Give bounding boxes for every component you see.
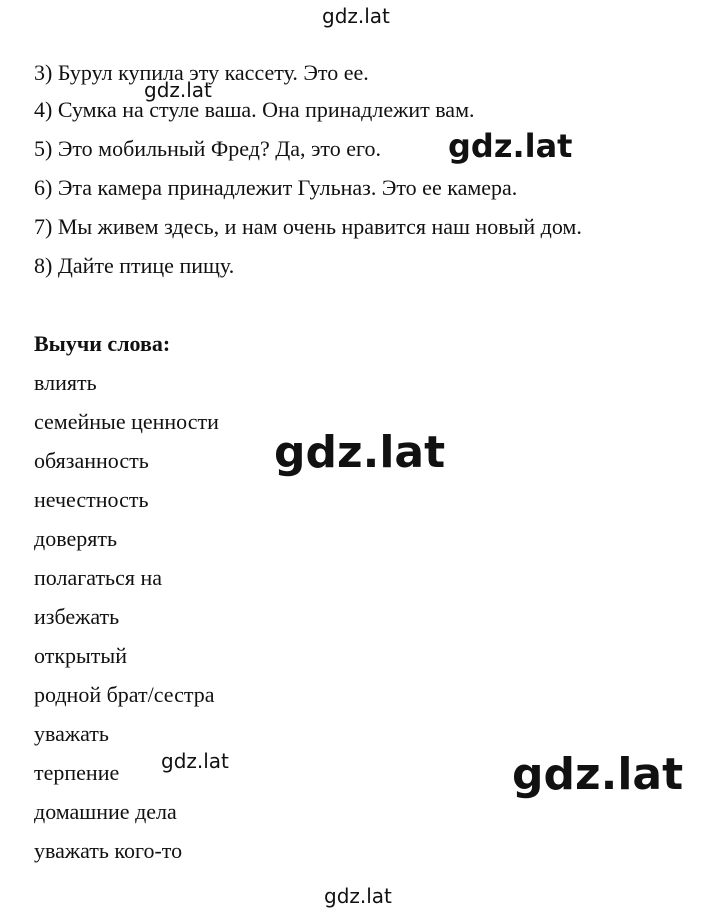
vocab-word: нечестность [34,487,149,512]
vocab-word: доверять [34,526,117,551]
sentence-3: 3) Бурул купила эту кассету. Это ее. [34,60,369,85]
watermark-bottom: gdz.lat [324,884,392,908]
sentence-4: 4) Сумка на стуле ваша. Она принадлежит вам. [34,97,475,122]
vocab-word: семейные ценности [34,409,219,434]
vocab-word: обязанность [34,448,149,473]
watermark-top: gdz.lat [322,4,390,28]
watermark-center: gdz.lat [274,427,446,478]
sentence-7: 7) Мы живем здесь, и нам очень нравится наш новый дом. [34,214,582,239]
watermark-lower-left: gdz.lat [161,749,229,773]
vocab-heading: Выучи слова: [34,331,171,356]
vocab-word: влиять [34,370,97,395]
vocab-word: уважать [34,721,109,746]
vocab-word: домашние дела [34,799,177,824]
sentence-8: 8) Дайте птице пищу. [34,253,235,278]
vocab-word: избежать [34,604,120,629]
vocab-word: открытый [34,643,127,668]
vocab-word: уважать кого-то [34,838,183,863]
vocab-word: родной брат/сестра [34,682,215,707]
sentence-6: 6) Эта камера принадлежит Гульназ. Это ее камера. [34,175,518,200]
vocab-word: терпение [34,760,120,785]
vocab-word: полагаться на [34,565,163,590]
watermark-lower-right: gdz.lat [512,749,684,800]
sentence-5: 5) Это мобильный Фред? Да, это его. [34,136,381,161]
watermark-inline: gdz.lat [448,130,576,162]
watermark-upper-left: gdz.lat [144,78,212,102]
